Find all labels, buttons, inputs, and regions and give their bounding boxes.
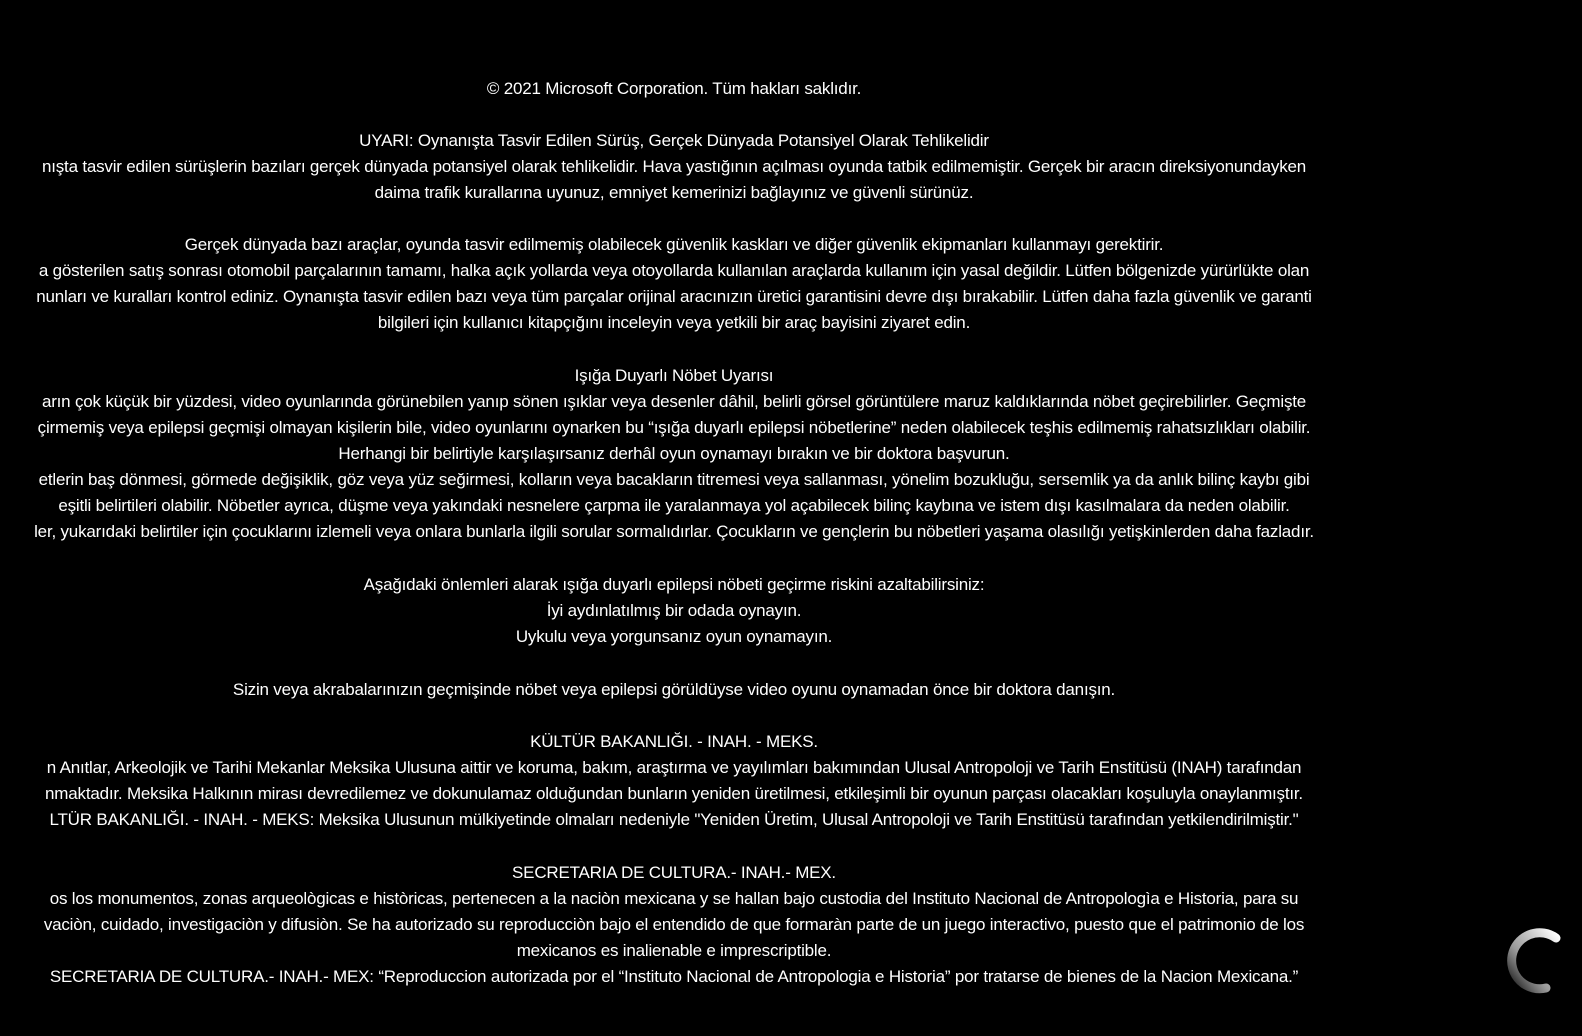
culture-notice-tr-line: LTÜR BAKANLIĞI. - INAH. - MEKS: Meksika Ulusunun mülkiyetinde olmaları nedeniyle "Yeniden Üretim, Ulusal Antropoloji ve Tarih Enstitüsü tarafından yetkilendirilmiştir." <box>49 810 1299 829</box>
culture-notice-tr-line: n Anıtlar, Arkeolojik ve Tarihi Mekanlar Meksika Ulusuna aittir ve koruma, bakım, araştırma ve yayılımları bakımından Ulusal Antropoloji ve Tarih Enstitüsü (INAH) tarafından <box>46 758 1302 777</box>
culture-notice-es-line: mexicanos es inalienable e imprescriptible. <box>516 941 832 960</box>
copyright-text: © 2021 Microsoft Corporation. Tüm hakları saklıdır. <box>486 79 862 98</box>
prevention-title: Aşağıdaki önlemleri alarak ışığa duyarlı epilepsi nöbeti geçirme riskini azaltabilirsiniz: <box>363 575 985 594</box>
seizure-warning-line: etlerin baş dönmesi, görmede değişiklik, göz veya yüz seğirmesi, kolların veya bacakların titremesi veya sallanması, yönelim bozukluğu, sersemlik ya da anlık bilinç kaybı gibi <box>38 470 1310 489</box>
prevention-item: İyi aydınlatılmış bir odada oynayın. <box>546 601 802 620</box>
safety-notice-line: nunları ve kuralları kontrol ediniz. Oynanışta tasvir edilen bazı veya tüm parçalar orijinal aracınızın üretici garantisini devre dışı bırakabilir. Lütfen daha fazla güvenlik ve garanti <box>36 287 1312 306</box>
safety-notice-line: a gösterilen satış sonrası otomobil parçalarının tamamı, halka açık yollarda veya otoyollarda kullanılan araçlarda kullanım için yasal değildir. Lütfen bölgenizde yürürlükte olan <box>38 261 1310 280</box>
doctor-note: Sizin veya akrabalarınızın geçmişinde nöbet veya epilepsi görüldüyse video oyunu oynamadan önce bir doktora danışın. <box>232 680 1116 699</box>
driving-warning-title: UYARI: Oynanışta Tasvir Edilen Sürüş, Gerçek Dünyada Potansiyel Olarak Tehlikelidir <box>359 131 989 150</box>
safety-notice-line: bilgileri için kullanıcı kitapçığını inceleyin veya yetkili bir araç bayisini ziyaret edin. <box>377 313 971 332</box>
legal-notice <box>0 76 1582 1006</box>
culture-notice-es-line: vaciòn, cuidado, investigaciòn y difusiòn. Se ha autorizado su reproducciòn bajo el entendido de que formaràn parte de un juego interactivo, puesto que el patrimonio de los <box>43 915 1305 934</box>
seizure-warning-line: Herhangi bir belirtiyle karşılaşırsanız derhâl oyun oynamayı bırakın ve bir doktora başvurun. <box>338 444 1010 463</box>
driving-warning-line: daima trafik kurallarına uyunuz, emniyet kemerinizi bağlayınız ve güvenli sürünüz. <box>374 183 974 202</box>
driving-warning-line: nışta tasvir edilen sürüşlerin bazıları gerçek dünyada potansiyel olarak tehlikelidir. Hava yastığının açılması oyunda tatbik edilmemiştir. Gerçek bir aracın direksiyonundayken <box>41 157 1307 176</box>
culture-notice-es-line: os los monumentos, zonas arqueològicas e històricas, pertenecen a la naciòn mexicana y se hallan bajo custodia del Instituto Nacional de Antropologìa e Historia, para su <box>49 889 1299 908</box>
seizure-warning-line: eşitli belirtileri olabilir. Nöbetler ayrıca, düşme veya yakındaki nesnelere çarpma ile yaralanmaya yol açabilecek bilinç kaybına ve istem dışı kasılmalara da neden olabilir. <box>58 496 1290 515</box>
culture-notice-tr-title: KÜLTÜR BAKANLIĞI. - INAH. - MEKS. <box>530 732 818 751</box>
seizure-warning-line: arın çok küçük bir yüzdesi, video oyunlarında görünebilen yanıp sönen ışıklar veya desenler dâhil, belirli görsel görüntülere maruz kaldıklarında nöbet geçirebilirler. Geçmişte <box>41 392 1307 411</box>
culture-notice-es-line: SECRETARIA DE CULTURA.- INAH.- MEX: “Reproduccion autorizada por el “Instituto Nacional de Antropologia e Historia” por tratarse de bienes de la Nacion Mexicana.” <box>49 967 1299 986</box>
seizure-warning-line: çirmemiş veya epilepsi geçmişi olmayan kişilerin bile, video oyunlarını oynarken bu “ışığa duyarlı epilepsi nöbetlerine” neden olabilecek teşhis edilmemiş rahatsızlıkları olabilir. <box>37 418 1311 437</box>
safety-notice-line: Gerçek dünyada bazı araçlar, oyunda tasvir edilmemiş olabilecek güvenlik kaskları ve diğer güvenlik ekipmanları kullanmayı gerektirir. <box>184 235 1164 254</box>
culture-notice-es-title: SECRETARIA DE CULTURA.- INAH.- MEX. <box>512 863 836 882</box>
seizure-warning-title: Işığa Duyarlı Nöbet Uyarısı <box>574 366 774 385</box>
loading-spinner-icon <box>1498 928 1568 998</box>
culture-notice-tr-line: nmaktadır. Meksika Halkının mirası devredilemez ve dokunulamaz olduğundan bunların yeniden üretilmesi, etkileşimli bir oyunun parçası olacakları koşuluyla onaylanmıştır. <box>45 784 1303 803</box>
prevention-item: Uykulu veya yorgunsanız oyun oynamayın. <box>515 627 833 646</box>
seizure-warning-line: ler, yukarıdaki belirtiler için çocuklarını izlemeli veya onlara bunlarla ilgili sorular sormalıdırlar. Çocukların ve gençlerin bu nöbetleri yaşama olasılığı yetişkinlerden daha fazladır. <box>34 522 1314 541</box>
